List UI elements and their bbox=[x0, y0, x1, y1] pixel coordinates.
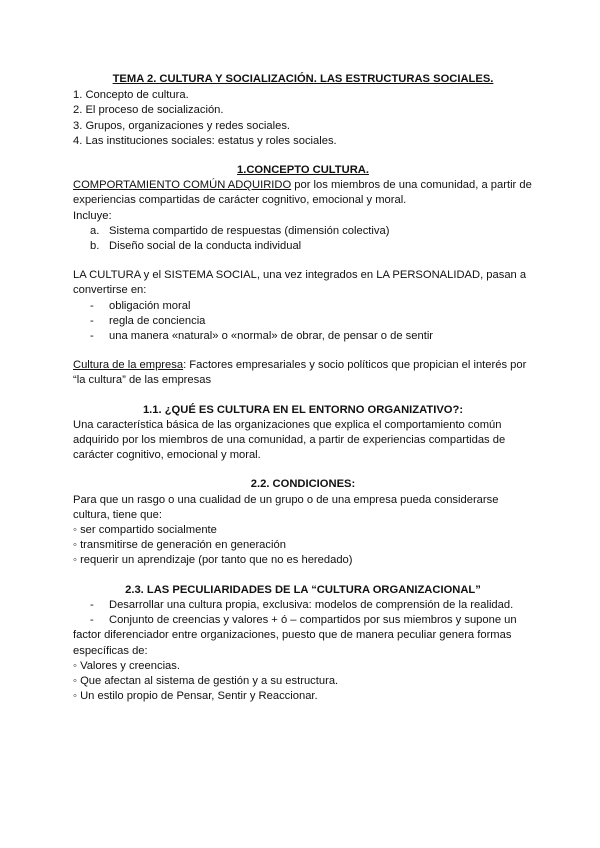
empresa-label: Cultura de la empresa bbox=[73, 359, 184, 372]
section-1-1-heading: 1.1. ¿QUÉ ES CULTURA EN EL ENTORNO ORGANIZATIVO?: bbox=[142, 403, 464, 416]
list-item-text: regla de conciencia bbox=[109, 314, 206, 327]
section-1-heading: 1.CONCEPTO CULTURA. bbox=[237, 164, 369, 177]
peculiarity-item: ◦ Valores y creencias. bbox=[73, 659, 180, 672]
peculiarity-item: ◦ Un estilo propio de Pensar, Sentir y Reaccionar. bbox=[73, 690, 318, 703]
empresa-paragraph bbox=[73, 358, 533, 388]
peculiarities-list bbox=[73, 598, 533, 628]
empresa-text: : Factores empresariales y socio políticos que propician el interés por “la cultura” de las empresas bbox=[73, 359, 527, 387]
section-2-3-heading: 2.3. LAS PECULIARIDADES DE LA “CULTURA ORGANIZACIONAL” bbox=[125, 583, 481, 596]
condition-item: ◦ transmitirse de generación en generación bbox=[73, 539, 286, 552]
includes-list bbox=[73, 224, 533, 254]
list-marker: - bbox=[90, 330, 94, 343]
definition-rest: por los miembros de una comunidad, a partir de experiencias compartidas de carácter cognitivo, emocional y moral. bbox=[73, 179, 532, 207]
peculiarity-item: ◦ Que afectan al sistema de gestión y a su estructura. bbox=[73, 674, 339, 687]
document-content bbox=[73, 72, 533, 704]
list-marker: - bbox=[90, 299, 94, 312]
list-item-text: una manera «natural» o «normal» de obrar, de pensar o de sentir bbox=[109, 330, 434, 343]
index-item-1: 1. Concepto de cultura. bbox=[73, 89, 189, 102]
list-item bbox=[73, 299, 533, 314]
list-marker: a. bbox=[90, 224, 100, 237]
list-marker: - bbox=[90, 614, 94, 627]
list-marker: b. bbox=[90, 240, 100, 253]
list-item-text: Sistema compartido de respuestas (dimensión colectiva) bbox=[109, 224, 390, 237]
list-marker: - bbox=[90, 598, 94, 611]
integration-paragraph: LA CULTURA y el SISTEMA SOCIAL, una vez integrados en LA PERSONALIDAD, pasan a convertirse en: bbox=[73, 269, 527, 297]
index-item-4: 4. Las instituciones sociales: estatus y roles sociales. bbox=[73, 134, 337, 147]
list-item bbox=[73, 329, 533, 344]
list-item-text: Conjunto de creencias y valores + ó – compartidos por sus miembros y supone un bbox=[109, 614, 517, 627]
list-marker: - bbox=[90, 314, 94, 327]
condition-item: ◦ ser compartido socialmente bbox=[73, 524, 217, 537]
list-item-text: Desarrollar una cultura propia, exclusiva: modelos de comprensión de la realidad. bbox=[109, 598, 514, 611]
section-2-2-text: Para que un rasgo o una cualidad de un grupo o de una empresa pueda considerarse cultura, tiene que: bbox=[73, 493, 499, 521]
list-item bbox=[73, 598, 533, 613]
includes-label: Incluye: bbox=[73, 209, 112, 222]
list-item bbox=[73, 613, 533, 628]
list-item bbox=[73, 314, 533, 329]
peculiarities-continuation: factor diferenciador entre organizaciones, puesto que de manera peculiar genera formas específicas de: bbox=[73, 629, 512, 657]
section-1-1-text: Una característica básica de las organizaciones que explica el comportamiento común adquirido por los miembros de una comunidad, a partir de experiencias compartidas de carácter cognitivo, emocional y moral. bbox=[73, 418, 506, 462]
index-item-3: 3. Grupos, organizaciones y redes sociales. bbox=[73, 119, 291, 132]
integration-list bbox=[73, 299, 533, 345]
index-item-2: 2. El proceso de socialización. bbox=[73, 104, 224, 117]
section-1-definition bbox=[73, 178, 533, 208]
section-2-2-heading: 2.2. CONDICIONES: bbox=[250, 478, 356, 491]
definition-highlight: COMPORTAMIENTO COMÚN ADQUIRIDO bbox=[73, 179, 292, 192]
list-item bbox=[73, 239, 533, 254]
condition-item: ◦ requerir un aprendizaje (por tanto que no es heredado) bbox=[73, 554, 353, 567]
list-item-text: Diseño social de la conducta individual bbox=[109, 240, 302, 253]
document-title: TEMA 2. CULTURA Y SOCIALIZACIÓN. LAS ESTRUCTURAS SOCIALES. bbox=[112, 73, 494, 85]
list-item-text: obligación moral bbox=[109, 299, 191, 312]
list-item bbox=[73, 224, 533, 239]
